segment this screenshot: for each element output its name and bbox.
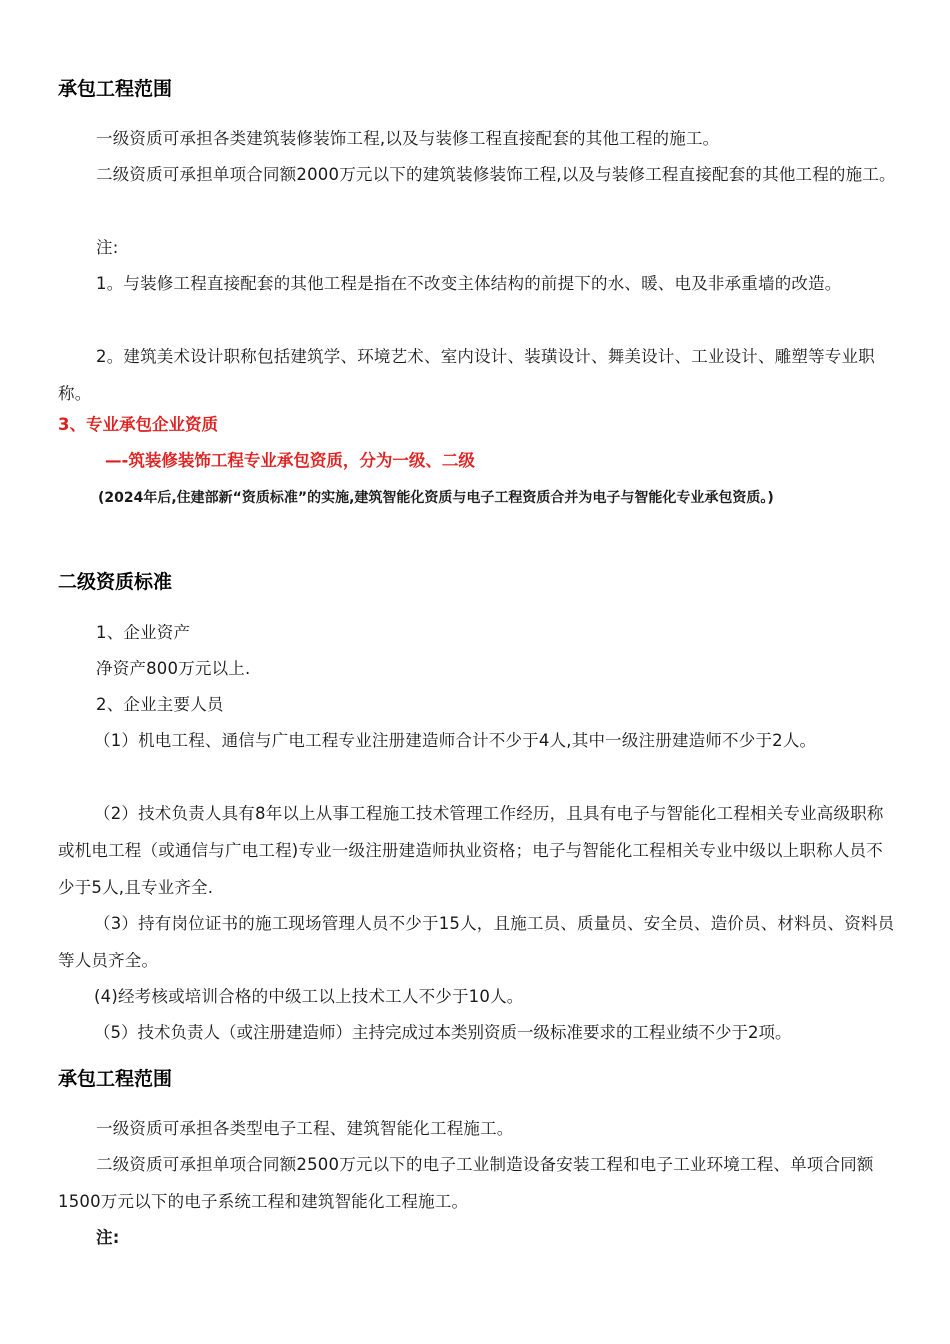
paragraph: 二级资质可承担单项合同额2000万元以下的建筑装修装饰工程,以及与装修工程直接配套的其他工程的施工。 bbox=[96, 165, 896, 184]
paragraph: 二级资质可承担单项合同额2500万元以下的电子工业制造设备安装工程和电子工业环境工程、单项合同额1500万元以下的电子系统工程和建筑智能化工程施工。 bbox=[58, 1155, 874, 1211]
section-title-red: 3、专业承包企业资质 bbox=[58, 415, 218, 434]
paragraph: 1、企业资产 bbox=[96, 623, 191, 642]
paragraph: （3）持有岗位证书的施工现场管理人员不少于15人，且施工员、质量员、安全员、造价员、材料员、资料员等人员齐全。 bbox=[58, 914, 895, 970]
paragraph: （2）技术负责人具有8年以上从事工程施工技术管理工作经历，且具有电子与智能化工程相关专业高级职称或机电工程（或通信与广电工程)专业一级注册建造师执业资格；电子与智能化工程相关专业中级以上职称人员不少于5人,且专业齐全. bbox=[58, 804, 884, 897]
paragraph: 一级资质可承担各类型电子工程、建筑智能化工程施工。 bbox=[96, 1119, 514, 1138]
note-paragraph: (2024年后,住建部新“资质标准”的实施,建筑智能化资质与电子工程资质合并为电子与智能化专业承包资质。) bbox=[98, 490, 774, 506]
note-label: 注: bbox=[96, 1228, 120, 1247]
paragraph: 净资产800万元以上. bbox=[96, 659, 251, 678]
section-heading: 承包工程范围 bbox=[58, 78, 173, 100]
paragraph: (4)经考核或培训合格的中级工以上技术工人不少于10人。 bbox=[94, 987, 524, 1006]
paragraph: 一级资质可承担各类建筑装修装饰工程,以及与装修工程直接配套的其他工程的施工。 bbox=[96, 129, 720, 148]
section-heading: 二级资质标准 bbox=[58, 571, 173, 593]
paragraph: 2。建筑美术设计职称包括建筑学、环境艺术、室内设计、装璜设计、舞美设计、工业设计、雕塑等专业职称。 bbox=[58, 347, 875, 403]
paragraph: 1。与装修工程直接配套的其他工程是指在不改变主体结构的前提下的水、暖、电及非承重墙的改造。 bbox=[96, 274, 842, 293]
paragraph: 注: bbox=[96, 238, 119, 257]
paragraph: （1）机电工程、通信与广电工程专业注册建造师合计不少于4人,其中一级注册建造师不少于2人。 bbox=[94, 731, 817, 750]
paragraph: （5）技术负责人（或注册建造师）主持完成过本类别资质一级标准要求的工程业绩不少于2项。 bbox=[94, 1023, 792, 1042]
section-heading: 承包工程范围 bbox=[58, 1068, 173, 1090]
paragraph: 2、企业主要人员 bbox=[96, 695, 224, 714]
section-subtitle-red: —-筑装修装饰工程专业承包资质，分为一级、二级 bbox=[105, 451, 475, 470]
